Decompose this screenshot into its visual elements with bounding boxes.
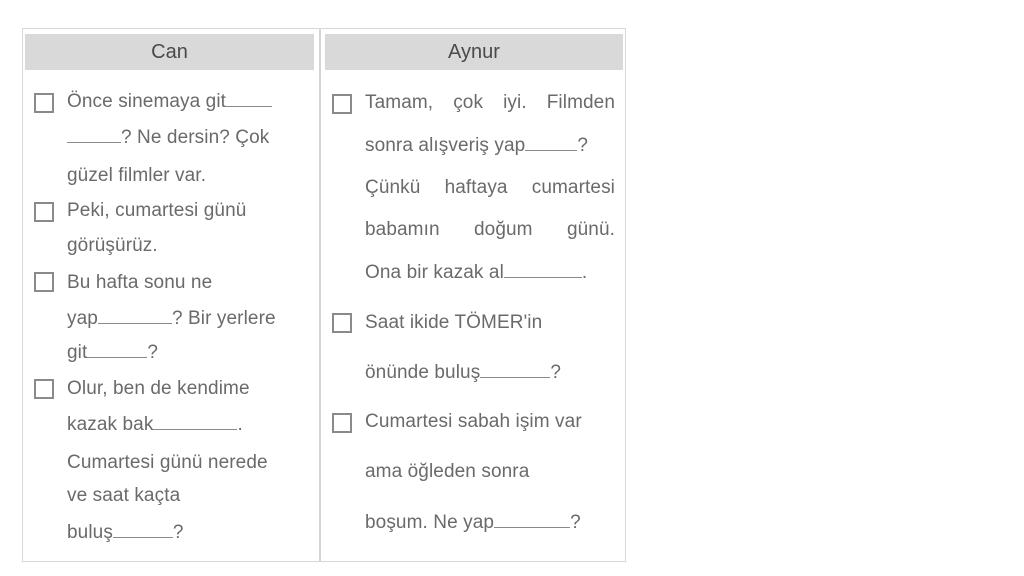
aynur-line: Çünkü haftaya cumartesi [365,177,615,198]
checkbox-can-2[interactable] [34,202,54,222]
column-divider [319,29,321,561]
checkbox-can-4[interactable] [34,379,54,399]
checkbox-can-1[interactable] [34,93,54,113]
can-line: Önce sinemaya git [67,91,272,113]
answer-blank[interactable] [480,363,550,378]
can-line: Cumartesi günü nerede [67,452,268,473]
can-line: git ? [67,342,159,363]
can-line: görüşürüz. [67,235,158,256]
aynur-line: Ona bir kazak al . [365,262,588,283]
can-line: ? Ne dersin? Çok [67,127,269,149]
column-header-aynur: Aynur [325,34,623,70]
can-line: Bu hafta sonu ne [67,272,213,293]
checkbox-aynur-1[interactable] [332,94,352,114]
answer-blank[interactable] [98,309,172,324]
can-line: Peki, cumartesi günü [67,200,247,221]
aynur-line: Tamam, çok iyi. Filmden [365,92,615,113]
can-line: güzel filmler var. [67,165,207,186]
answer-blank[interactable] [226,92,272,107]
answer-blank[interactable] [153,415,237,430]
column-header-can: Can [25,34,314,70]
checkbox-aynur-2[interactable] [332,313,352,333]
checkbox-aynur-3[interactable] [332,413,352,433]
aynur-line: babamın doğum günü. [365,219,615,240]
can-line: Olur, ben de kendime [67,378,250,399]
answer-blank[interactable] [494,513,570,528]
can-line: yap ? Bir yerlere [67,308,276,329]
aynur-line: önünde buluş ? [365,362,561,383]
can-line: buluş ? [67,522,184,543]
aynur-line: Saat ikide TÖMER'in [365,312,543,333]
answer-blank[interactable] [113,523,173,538]
can-line: ve saat kaçta [67,485,181,506]
answer-blank[interactable] [87,343,147,358]
can-line: kazak bak . [67,414,243,435]
aynur-line: sonra alışveriş yap ? [365,135,588,156]
answer-blank[interactable] [67,128,121,143]
dialogue-worksheet [22,28,626,562]
aynur-line: ama öğleden sonra [365,461,530,482]
answer-blank[interactable] [504,263,582,278]
checkbox-can-3[interactable] [34,272,54,292]
answer-blank[interactable] [525,136,577,151]
aynur-line: Cumartesi sabah işim var [365,411,582,432]
aynur-line: boşum. Ne yap ? [365,512,581,533]
